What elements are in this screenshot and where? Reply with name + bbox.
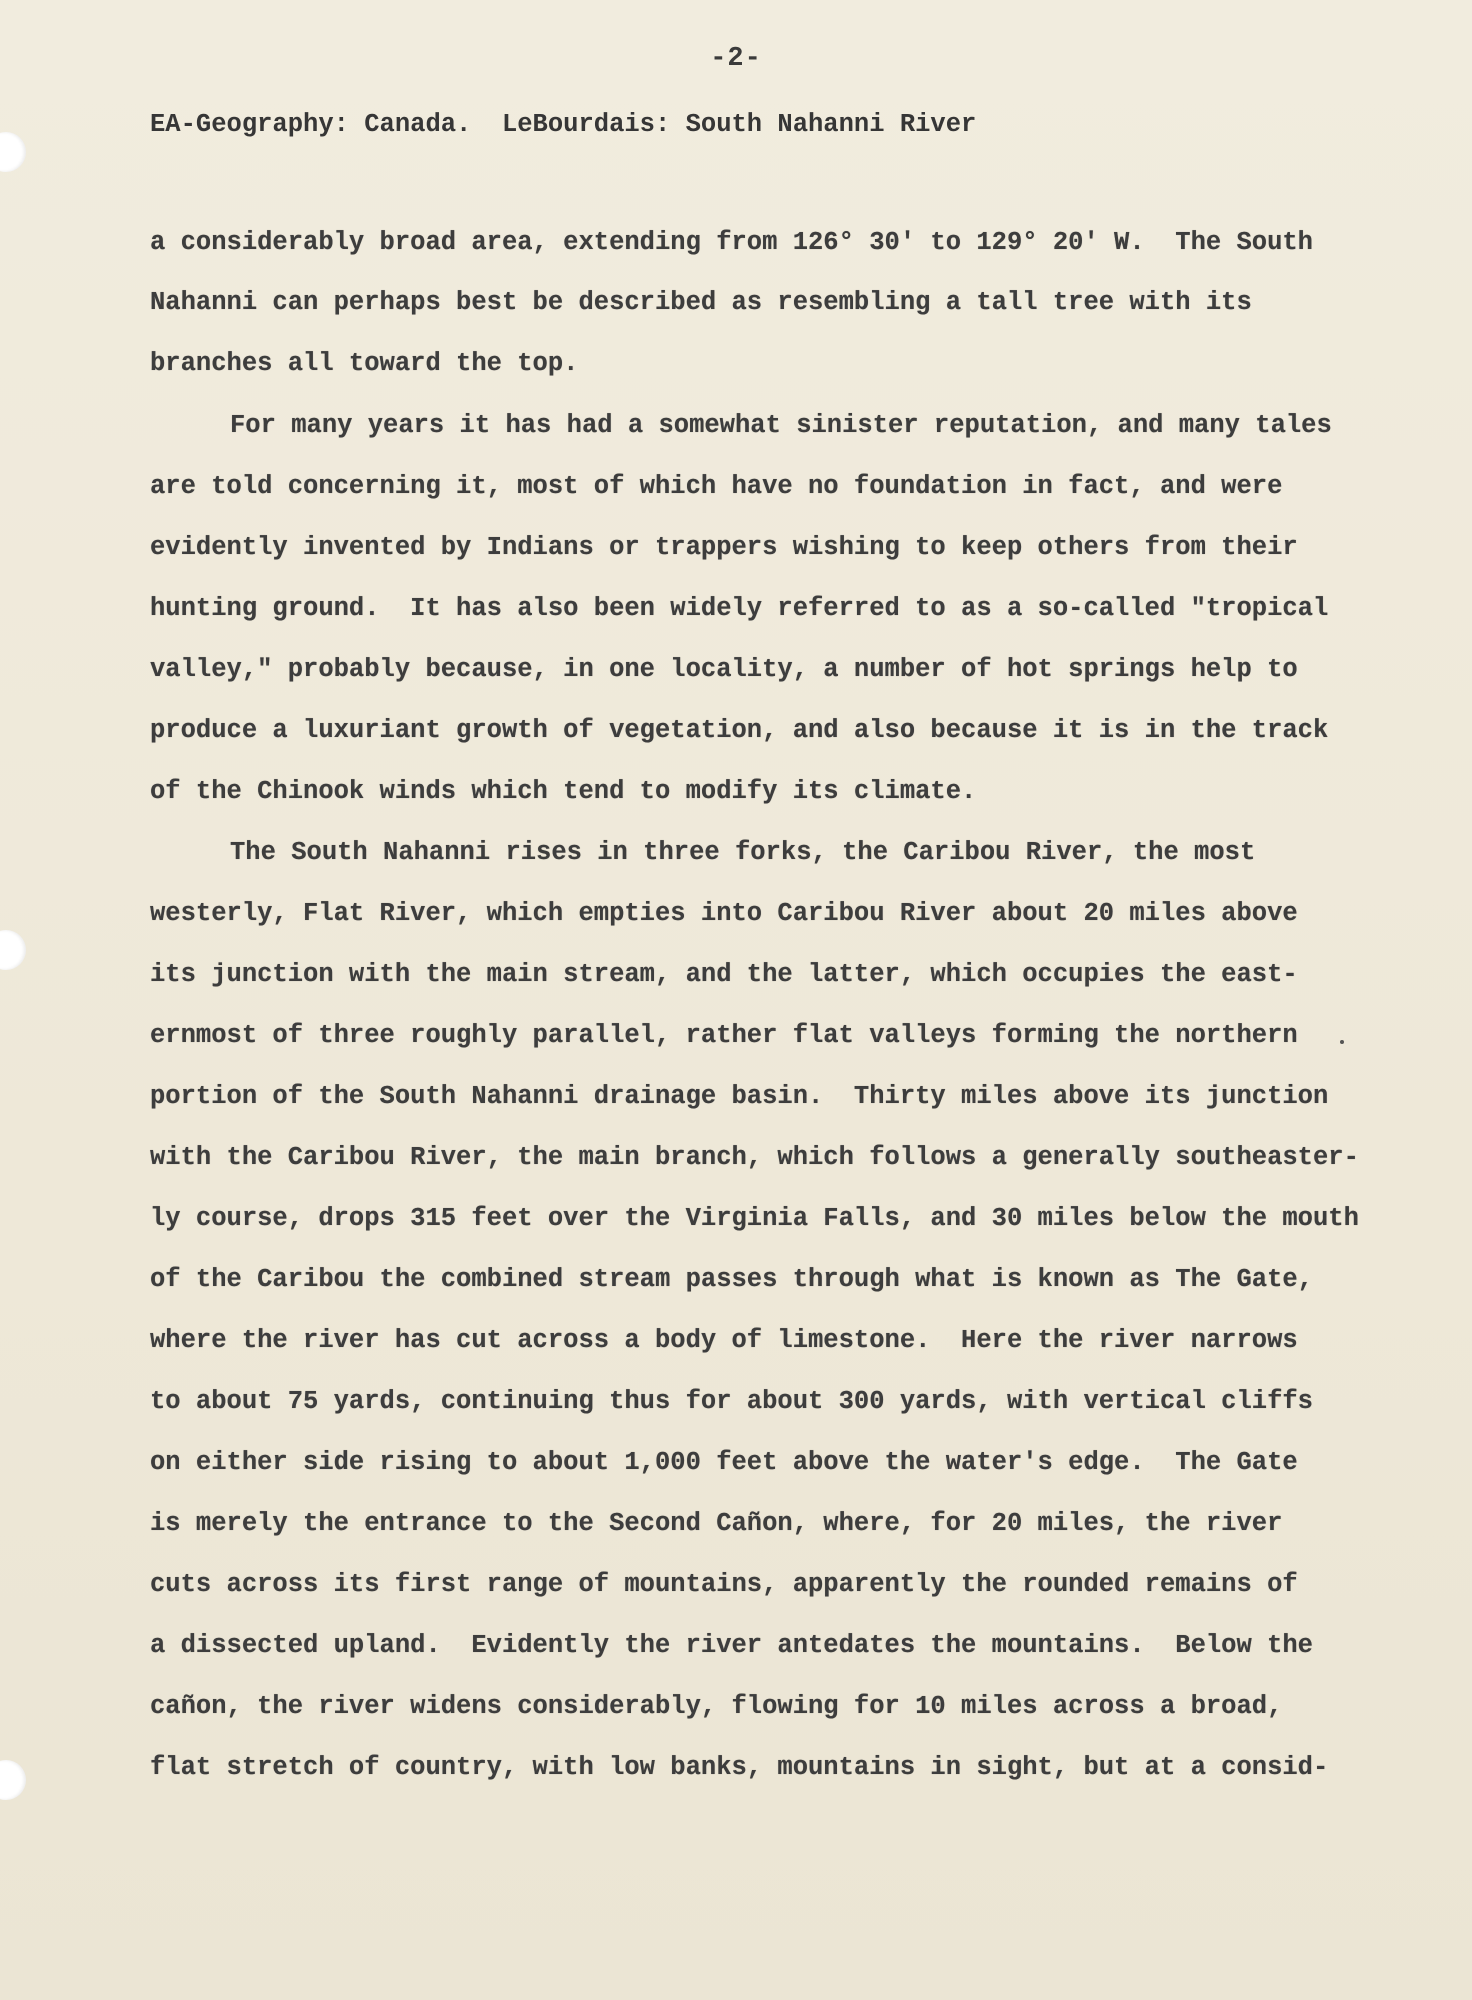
text-line: a dissected upland. Evidently the river antedates the mountains. Below the [150, 1631, 1313, 1660]
stray-ink-mark [1340, 1040, 1344, 1044]
binder-hole-bottom [0, 1760, 26, 1800]
text-line: evidently invented by Indians or trappers wishing to keep others from their [150, 533, 1298, 562]
text-line: on either side rising to about 1,000 feet above the water's edge. The Gate [150, 1448, 1298, 1477]
text-line: ly course, drops 315 feet over the Virginia Falls, and 30 miles below the mouth [150, 1204, 1359, 1233]
text-line: to about 75 yards, continuing thus for about 300 yards, with vertical cliffs [150, 1387, 1313, 1416]
text-line: cañon, the river widens considerably, flowing for 10 miles across a broad, [150, 1692, 1283, 1721]
text-line-paragraph-start: For many years it has had a somewhat sinister reputation, and many tales [230, 411, 1332, 440]
text-line: a considerably broad area, extending from 126° 30' to 129° 20' W. The South [150, 228, 1313, 257]
text-line: cuts across its first range of mountains, apparently the rounded remains of [150, 1570, 1298, 1599]
text-line: of the Chinook winds which tend to modify its climate. [150, 777, 977, 806]
text-line-paragraph-start: The South Nahanni rises in three forks, the Caribou River, the most [230, 838, 1256, 867]
running-header: EA-Geography: Canada. LeBourdais: South Nahanni River [150, 110, 977, 139]
text-line: hunting ground. It has also been widely referred to as a so-called "tropical [150, 594, 1329, 623]
text-line: is merely the entrance to the Second Cañon, where, for 20 miles, the river [150, 1509, 1283, 1538]
text-line: with the Caribou River, the main branch, which follows a generally southeaster- [150, 1143, 1359, 1172]
page-number: -2- [710, 44, 762, 74]
text-line: Nahanni can perhaps best be described as resembling a tall tree with its [150, 288, 1252, 317]
binder-hole-middle [0, 930, 26, 970]
text-line: its junction with the main stream, and the latter, which occupies the east- [150, 960, 1298, 989]
text-line: produce a luxuriant growth of vegetation, and also because it is in the track [150, 716, 1329, 745]
text-line: valley," probably because, in one locality, a number of hot springs help to [150, 655, 1298, 684]
text-line: branches all toward the top. [150, 349, 579, 378]
text-line: are told concerning it, most of which have no foundation in fact, and were [150, 472, 1283, 501]
text-line: portion of the South Nahanni drainage basin. Thirty miles above its junction [150, 1082, 1329, 1111]
text-line: where the river has cut across a body of limestone. Here the river narrows [150, 1326, 1298, 1355]
binder-hole-top [0, 132, 26, 172]
text-line: westerly, Flat River, which empties into Caribou River about 20 miles above [150, 899, 1298, 928]
text-line: flat stretch of country, with low banks, mountains in sight, but at a consid- [150, 1753, 1329, 1782]
text-line: ernmost of three roughly parallel, rather flat valleys forming the northern [150, 1021, 1298, 1050]
text-line: of the Caribou the combined stream passes through what is known as The Gate, [150, 1265, 1313, 1294]
